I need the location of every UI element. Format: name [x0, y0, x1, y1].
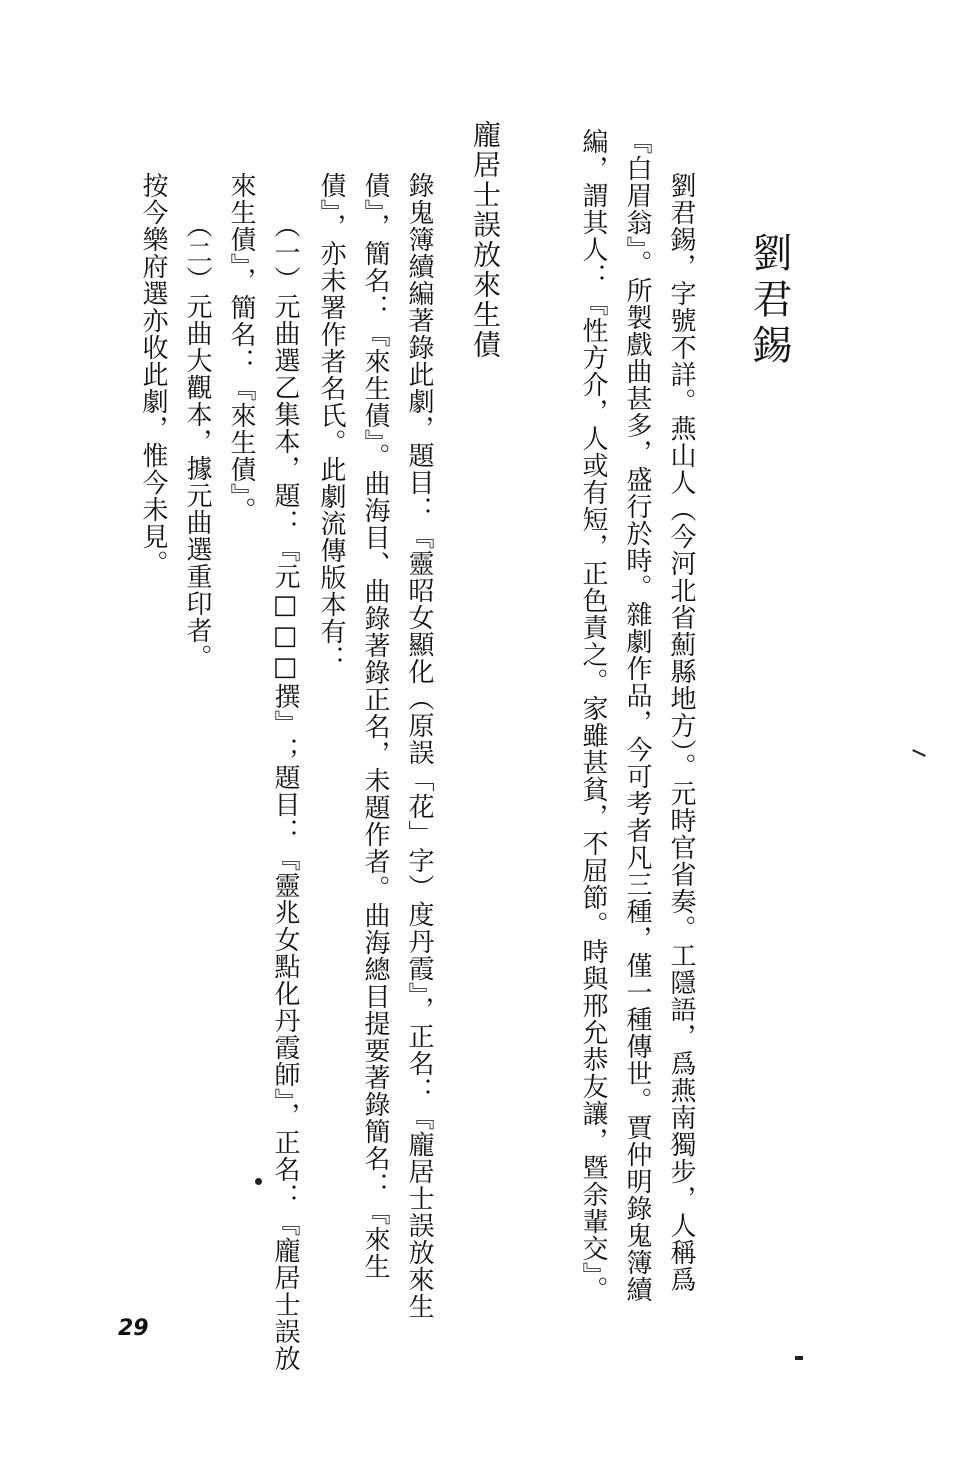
scan-speck — [255, 1178, 262, 1185]
page-number: 29 — [118, 1316, 149, 1341]
play-column-6: （二）元曲大觀本，據元曲選重印者。 — [182, 212, 212, 671]
play-column-4: （一）元曲選乙集本，題：『元□□□撰』；題目：『靈兆女點化丹霞師』，正名：『龐居士誤放 — [270, 212, 300, 1372]
page-title: 劉君錫 — [746, 232, 792, 370]
play-column-3: 債』，亦未署作者名氏。此劇流傳版本有： — [316, 172, 346, 672]
play-title: 龐居士誤放來生債 — [469, 120, 502, 360]
scan-speck — [795, 1356, 803, 1360]
scan-speck — [912, 749, 926, 757]
bio-column-3: 編，謂其人：『性方介，人或有短，正色責之。家雖甚貧，不屈節。時與邢允恭友讓，暨余輩交』。 — [578, 128, 608, 1303]
play-column-2: 債』，簡名：『來生債』。曲海目、曲錄著錄正名，未題作者。曲海總目提要著錄簡名：『來生 — [360, 172, 390, 1280]
play-column-1: 錄鬼簿續編著錄此劇，題目：『靈昭女顯化（原誤「花」字）度丹霞』，正名：『龐居士誤放來生 — [404, 172, 434, 1320]
bio-column-2: 『白眉翁』。所製戲曲甚多，盛行於時。雜劇作品，今可考者凡三種，僅一種傳世。賈仲明錄鬼簿續 — [622, 128, 652, 1303]
bio-column-1: 劉君錫，字號不詳。燕山人（今河北省薊縣地方）。元時官省奏。工隱語，爲燕南獨步，人稱爲 — [666, 172, 696, 1293]
play-column-7: 按今樂府選亦收此劇，惟今未見。 — [138, 172, 168, 577]
play-column-5: 來生債』，簡名：『來生債』。 — [226, 172, 256, 524]
